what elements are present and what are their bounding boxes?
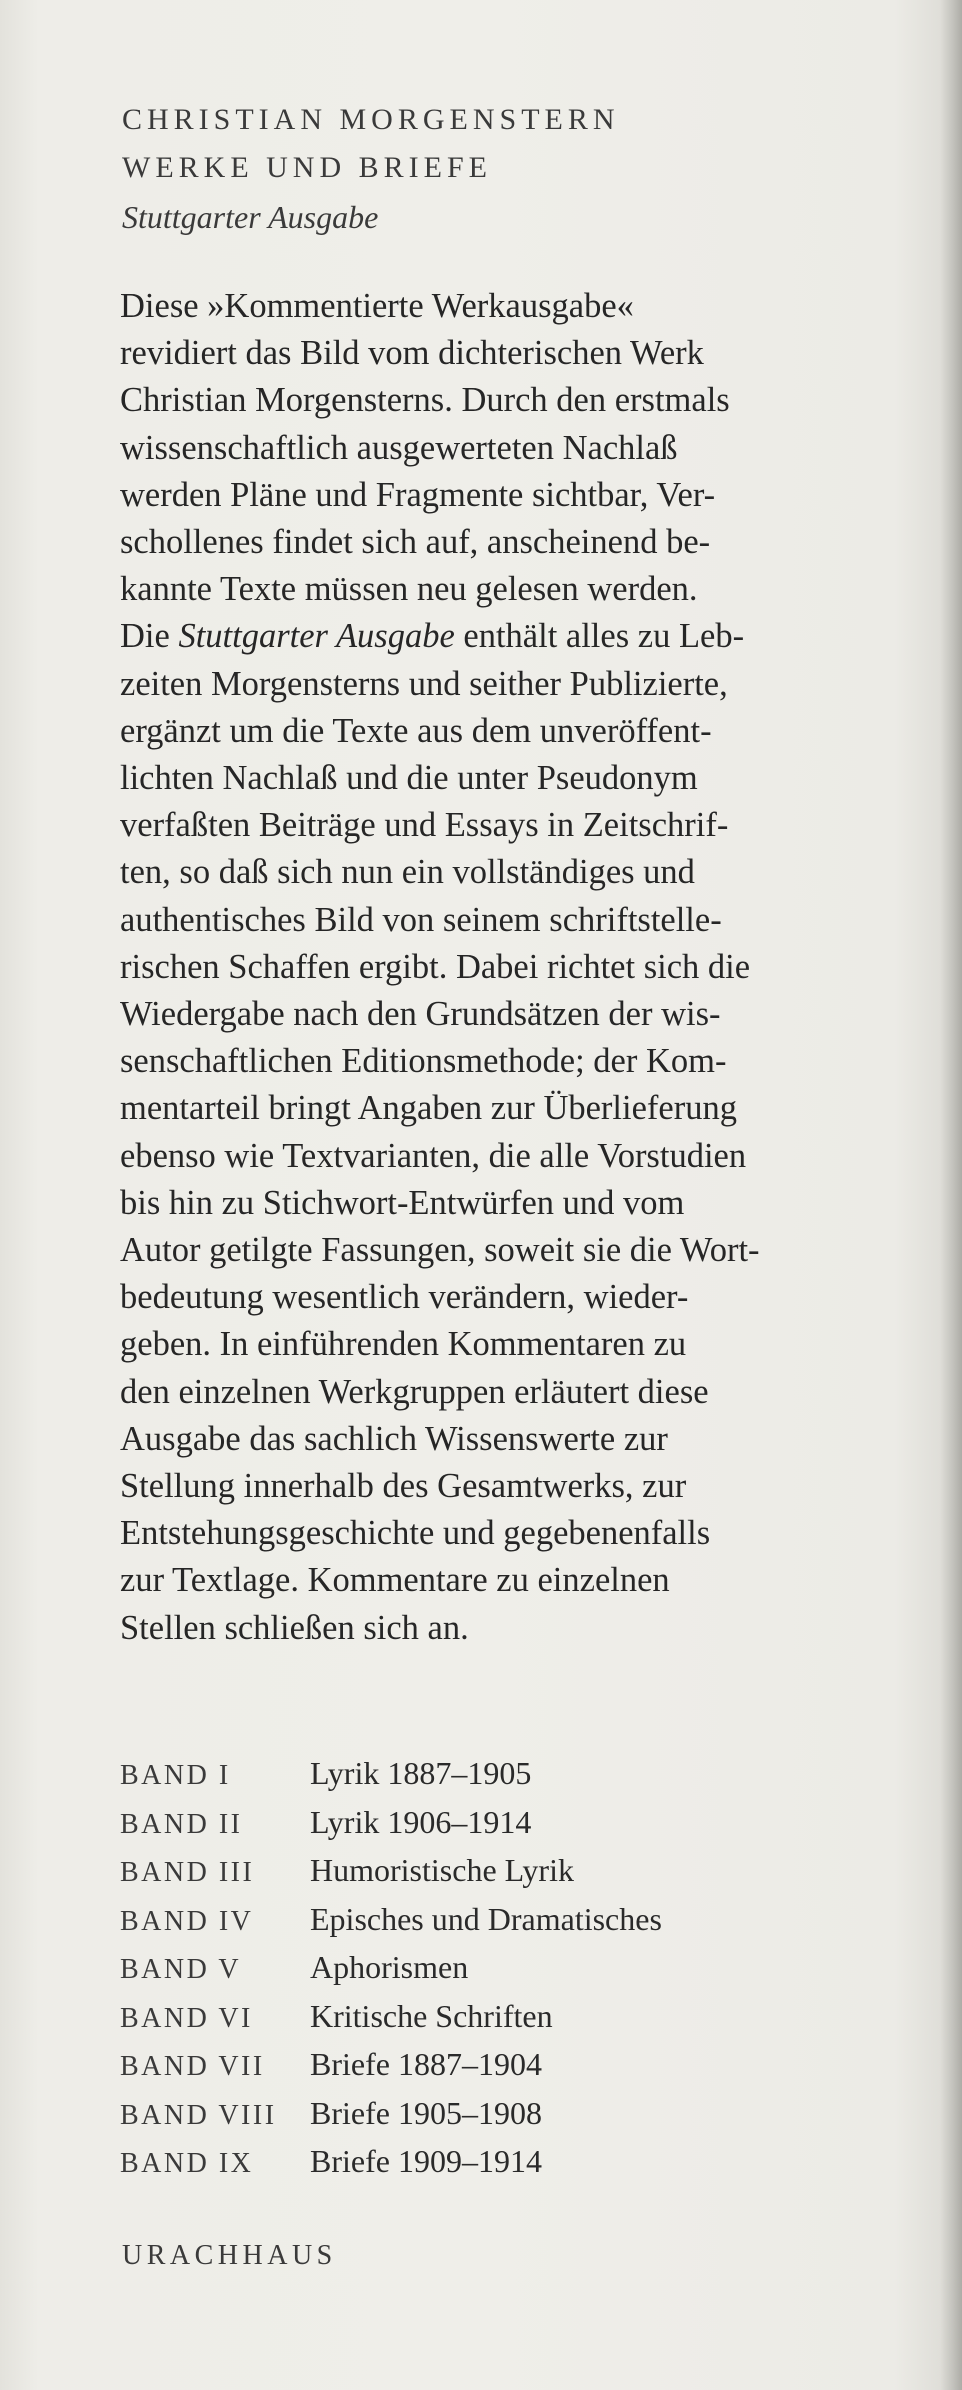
volume-title: Aphorismen [310,1949,469,1985]
volume-title: Episches und Dramatisches [310,1900,662,1937]
volume-title: Briefe 1909–1914 [310,2143,542,2179]
blurb-line: Diese »Kommentierte Werkausgabe« [120,287,634,325]
blurb-line: Entstehungsgeschichte und gegebenenfalls [120,1514,711,1553]
page-edge-shadow [940,0,962,2390]
series-title: WERKE UND BRIEFE [122,151,492,184]
blurb-line: verfaßten Beiträge und Essays in Zeitschrif- [120,806,729,845]
blurb-line: ebenso wie Textvarianten, die alle Vorstudien [120,1136,747,1175]
volume-row [120,1755,662,1804]
volume-row [120,1949,662,1998]
volume-title: Briefe 1905–1908 [310,2094,542,2131]
blurb-line: werden Pläne und Fragmente sichtbar, Ver- [120,475,716,514]
volume-title: Lyrik 1887–1905 [310,1755,532,1791]
blurb-line: lichten Nachlaß und die unter Pseudonym [120,759,698,798]
blurb-line [120,613,860,660]
volume-row [120,1804,662,1853]
blurb-line-part: enthält alles zu Leb- [454,617,745,656]
blurb-line: Autor getilgte Fassungen, soweit sie die Wort- [120,1231,760,1270]
blurb-line: revidiert das Bild vom dichterischen Werk [120,334,704,373]
blurb-line: geben. In einführenden Kommentaren zu [120,1325,687,1364]
blurb-line: authentisches Bild von seinem schriftstelle- [120,900,722,939]
blurb-line: senschaftlichen Editionsmethode; der Kom- [120,1042,727,1081]
volume-row [120,1852,662,1901]
blurb-line: zeiten Morgensterns und seither Publizierte, [120,664,728,703]
volume-label: BAND VI [120,2002,253,2034]
blurb-line: ergänzt um die Texte aus dem unveröffent- [120,711,712,750]
blurb-line: mentarteil bringt Angaben zur Überlieferung [120,1089,737,1128]
blurb-line: Stellen schließen sich an. [120,1608,469,1647]
publisher-name: URACHHAUS [122,2240,337,2271]
volume-row [120,1998,662,2047]
volume-label: BAND VIII [120,2099,277,2131]
volume-title: Briefe 1887–1904 [310,2046,542,2082]
blurb-line: bedeutung wesentlich verändern, wieder- [120,1278,689,1317]
blurb-line: Wiedergabe nach den Grundsätzen der wis- [120,995,721,1034]
volume-title: Lyrik 1906–1914 [310,1803,532,1840]
volume-list [120,1755,662,2192]
volume-row [120,2095,662,2144]
blurb-line: Christian Morgensterns. Durch den erstmals [120,381,730,420]
blurb-line: den einzelnen Werkgruppen erläutert diese [120,1372,709,1411]
blurb-line: kannte Texte müssen neu gelesen werden. [120,570,698,609]
blurb-line: bis hin zu Stichwort-Entwürfen und vom [120,1183,685,1222]
volume-label: BAND III [120,1857,255,1888]
header [122,96,620,242]
volume-label: BAND V [120,1954,242,1985]
blurb-line: zur Textlage. Kommentare zu einzelnen [120,1561,670,1600]
volume-label: BAND II [120,1808,243,1840]
blurb-line: ten, so daß sich nun ein vollständiges und [120,853,695,892]
blurb-line: schollenes findet sich auf, anscheinend be- [120,523,711,562]
volume-row [120,2143,662,2192]
blurb-edition-italic: Stuttgarter Ausgabe [178,617,455,656]
volume-label: BAND IX [120,2148,254,2179]
blurb-line: rischen Schaffen ergibt. Dabei richtet sich die [120,947,751,986]
volume-label: BAND I [120,1760,231,1791]
edition-subtitle: Stuttgarter Ausgabe [122,199,379,235]
author-name: CHRISTIAN MORGENSTERN [122,103,620,136]
volume-label: BAND IV [120,1905,254,1937]
blurb-text [120,283,860,1652]
blurb-line: Ausgabe das sachlich Wissenswerte zur [120,1419,668,1458]
volume-row [120,1901,662,1950]
volume-label: BAND VII [120,2051,265,2082]
blurb-line-part: Die [120,617,179,656]
volume-title: Kritische Schriften [310,1997,553,2034]
volume-row [120,2046,662,2095]
blurb-line: wissenschaftlich ausgewerteten Nachlaß [120,428,678,467]
volume-title: Humoristische Lyrik [310,1852,574,1888]
blurb-line: Stellung innerhalb des Gesamtwerks, zur [120,1467,687,1506]
